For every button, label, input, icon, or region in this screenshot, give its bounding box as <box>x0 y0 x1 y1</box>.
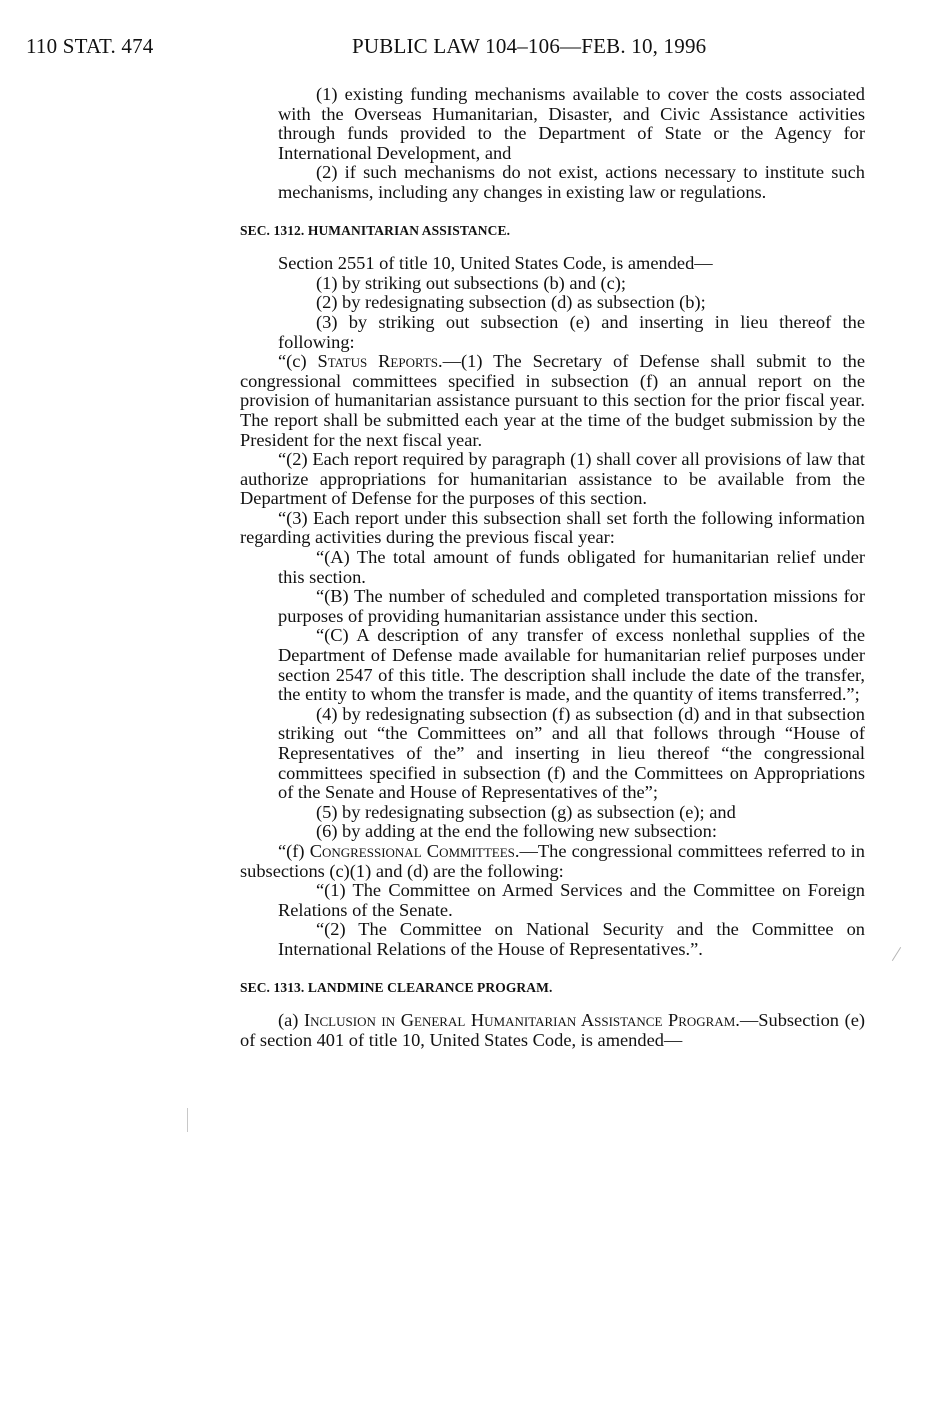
amendment-item-4: (4) by redesignating subsection (f) as subsection (d) and in that subsection striking out “the Committees on” and all that follows through “House of Representatives of the” and inserting in lieu thereof “the congressional committees specified in subsection (f) and the Committees on Appropriations of the Senate and House of Representatives of the”; <box>278 703 865 803</box>
section-1313-heading: SEC. 1313. LANDMINE CLEARANCE PROGRAM. <box>240 979 553 995</box>
document-body <box>240 85 865 1050</box>
congressional-committees-text: .—The congressional committees referred to in subsections (c)(1) and (d) are the following: <box>240 840 865 881</box>
intro-item-1: (1) existing funding mechanisms available to cover the costs associated with the Overseas Humanitarian, Disaster, and Civic Assistance activities through funds provided to the Department of State or the Agency for International Development, and <box>278 84 865 163</box>
subsection-a-open: (a) <box>278 1010 304 1031</box>
section-1312-heading: SEC. 1312. HUMANITARIAN ASSISTANCE. <box>240 222 511 238</box>
page-reference: 110 STAT. 474 <box>26 34 154 58</box>
margin-pencil-mark <box>892 947 901 961</box>
congressional-committees-caption: Congressional Committees <box>309 840 515 861</box>
section-1312-lead: Section 2551 of title 10, United States Code, is amended— <box>278 253 713 274</box>
status-reports-item-a: “(A) The total amount of funds obligated for humanitarian relief under this section. <box>278 547 865 587</box>
amendment-item-6: (6) by adding at the end the following new subsection: <box>316 821 717 842</box>
section-1313-subsection-a <box>240 1011 865 1050</box>
margin-scan-mark <box>187 1108 188 1132</box>
congressional-committees-open: “(f) <box>278 840 310 861</box>
status-reports-paragraph <box>240 352 865 450</box>
status-reports-text: .—(1) The Secretary of Defense shall submit to the congressional committees specified in subsection (f) an annual report on the provision of humanitarian assistance pursuant to this section for the prior fiscal year. The report shall be submitted each year at the time of the budget submission by the President for the next fiscal year. <box>240 351 865 450</box>
status-reports-caption: Status Reports <box>317 351 439 372</box>
subsection-a-text: .—Subsection (e) of section 401 of title 10, United States Code, is amended— <box>240 1010 865 1050</box>
amendment-item-3: (3) by striking out subsection (e) and inserting in lieu thereof the following: <box>278 311 865 352</box>
law-title: PUBLIC LAW 104–106—FEB. 10, 1996 <box>352 34 707 58</box>
amendment-item-2: (2) by redesignating subsection (d) as subsection (b); <box>316 292 706 313</box>
congressional-committees-item-2: “(2) The Committee on National Security and the Committee on International Relations of the House of Representatives.”. <box>278 919 865 959</box>
status-reports-paragraph-2: “(2) Each report required by paragraph (1) shall cover all provisions of law that authorize appropriations for humanitarian assistance to be available from the Department of Defense for the purposes of this section. <box>240 449 865 509</box>
congressional-committees-paragraph <box>240 842 865 881</box>
status-reports-paragraph-3: “(3) Each report under this subsection shall set forth the following information regarding activities during the previous fiscal year: <box>240 507 865 548</box>
status-reports-item-b: “(B) The number of scheduled and completed transportation missions for purposes of providing humanitarian assistance under this section. <box>278 586 865 626</box>
status-reports-item-c: “(C) A description of any transfer of excess nonlethal supplies of the Department of Defense made available for humanitarian relief purposes under section 2547 of this title. The description shall include the date of the transfer, the entity to whom the transfer is made, and the quantity of items transferred.”; <box>278 625 865 705</box>
amendment-item-5: (5) by redesignating subsection (g) as subsection (e); and <box>316 801 736 822</box>
intro-item-2: (2) if such mechanisms do not exist, actions necessary to institute such mechanisms, including any changes in existing law or regulations. <box>278 162 865 202</box>
subsection-a-caption: Inclusion in General Humanitarian Assistance Program <box>304 1010 736 1031</box>
status-reports-open: “(c) <box>278 351 318 372</box>
page-header <box>0 34 950 64</box>
congressional-committees-item-1: “(1) The Committee on Armed Services and the Committee on Foreign Relations of the Senate. <box>278 880 865 920</box>
amendment-item-1: (1) by striking out subsections (b) and (c); <box>316 272 627 293</box>
